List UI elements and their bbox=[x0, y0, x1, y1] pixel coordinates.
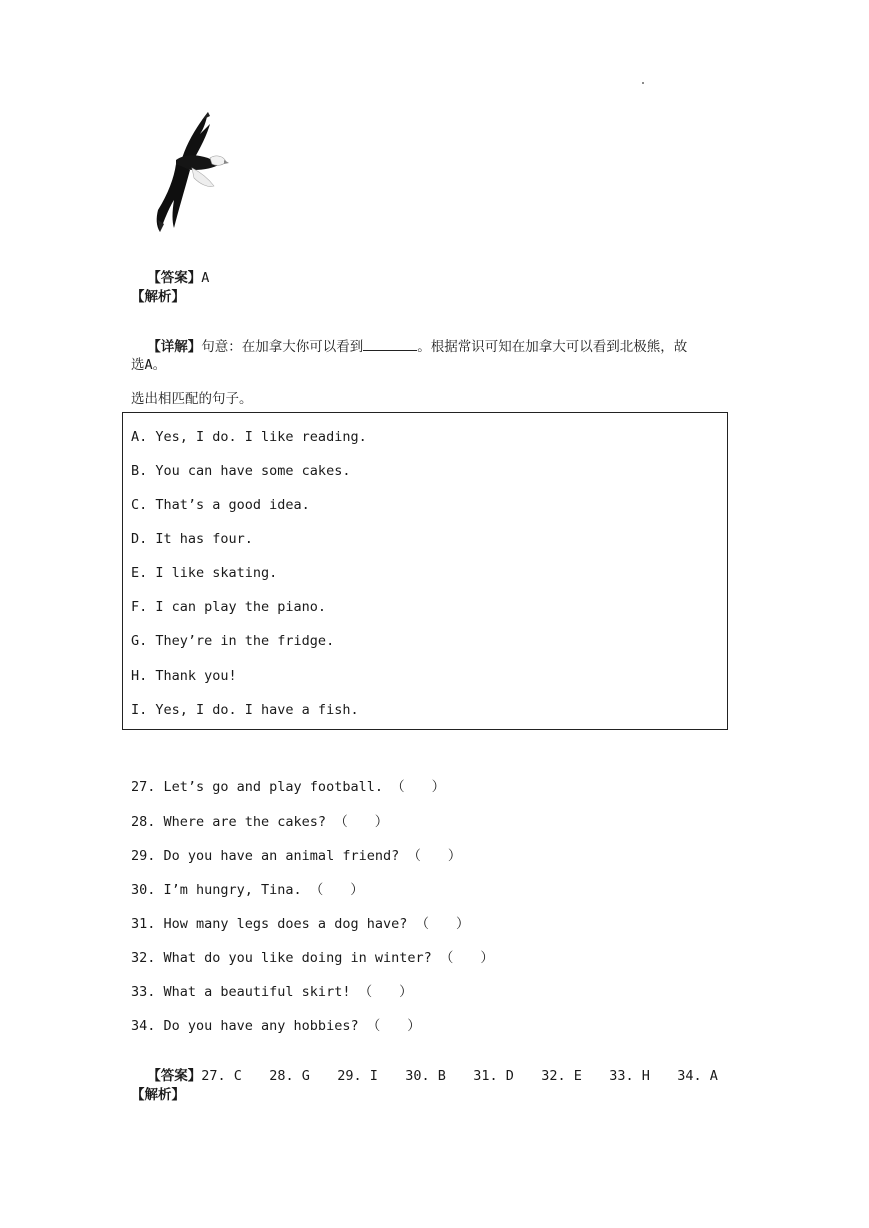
question-32: 32. What do you like doing in winter? （ ） bbox=[131, 950, 494, 966]
option-g: G. They’re in the fridge. bbox=[131, 633, 335, 649]
question-28: 28. Where are the cakes? （ ） bbox=[131, 814, 389, 830]
answer-value: A bbox=[201, 270, 210, 286]
question-30: 30. I’m hungry, Tina. （ ） bbox=[131, 882, 364, 898]
question-27: 27. Let’s go and play football. （ ） bbox=[131, 779, 446, 795]
stray-dot bbox=[642, 82, 644, 84]
answer-line-2 bbox=[131, 1048, 718, 1084]
question-33: 33. What a beautiful skirt! （ ） bbox=[131, 984, 413, 1000]
option-c: C. That’s a good idea. bbox=[131, 497, 310, 513]
detail-label: 【详解】 bbox=[147, 339, 202, 355]
option-e: E. I like skating. bbox=[131, 565, 278, 581]
answer-item: 28. G bbox=[269, 1068, 310, 1084]
option-a: A. Yes, I do. I like reading. bbox=[131, 429, 367, 445]
eagle-image bbox=[150, 108, 230, 234]
question-29: 29. Do you have an animal friend? （ ） bbox=[131, 848, 462, 864]
option-h: H. Thank you! bbox=[131, 668, 237, 684]
answer-line-1 bbox=[131, 250, 209, 286]
option-i: I. Yes, I do. I have a fish. bbox=[131, 702, 359, 718]
detail-text-before: 句意：在加拿大你可以看到 bbox=[201, 339, 364, 355]
question-31: 31. How many legs does a dog have? （ ） bbox=[131, 916, 470, 932]
answer-item: 27. C bbox=[201, 1068, 242, 1084]
answer-item: 33. H bbox=[609, 1068, 650, 1084]
answer-item: 31. D bbox=[473, 1068, 514, 1084]
detail-line-2: 选A。 bbox=[131, 357, 167, 373]
detail-text-after: 。根据常识可知在加拿大可以看到北极熊，故 bbox=[417, 339, 688, 355]
answer-item: 30. B bbox=[405, 1068, 446, 1084]
option-f: F. I can play the piano. bbox=[131, 599, 327, 615]
option-d: D. It has four. bbox=[131, 531, 253, 547]
answer-label: 【答案】 bbox=[147, 1068, 202, 1084]
answer-item: 29. I bbox=[337, 1068, 378, 1084]
analysis-label-1: 【解析】 bbox=[131, 289, 185, 305]
answer-item: 32. E bbox=[541, 1068, 582, 1084]
question-34: 34. Do you have any hobbies? （ ） bbox=[131, 1018, 421, 1034]
options-box bbox=[122, 412, 728, 730]
detail-line-1 bbox=[131, 319, 687, 355]
option-b: B. You can have some cakes. bbox=[131, 463, 351, 479]
answer-item: 34. A bbox=[677, 1068, 718, 1084]
analysis-label-2: 【解析】 bbox=[131, 1087, 185, 1103]
answer-label: 【答案】 bbox=[147, 270, 202, 286]
section-title: 选出相匹配的句子。 bbox=[131, 391, 253, 407]
fill-blank bbox=[363, 338, 417, 351]
